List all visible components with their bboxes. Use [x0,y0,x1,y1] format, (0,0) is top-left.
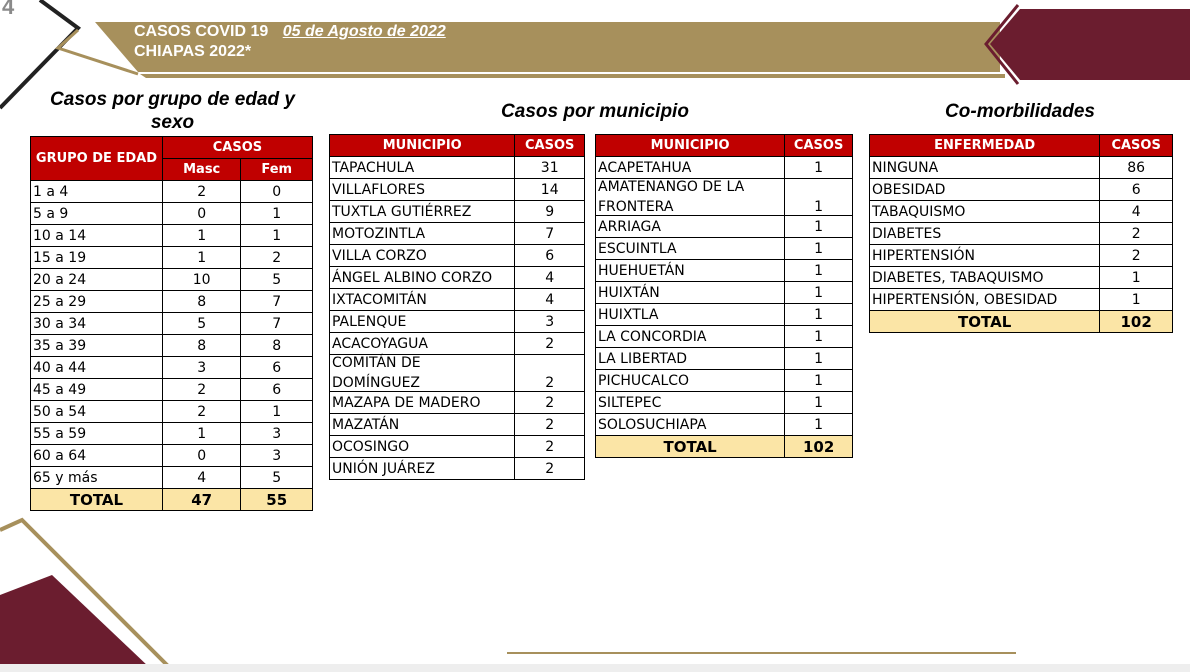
table-row [596,238,853,260]
enfermedad-cell: HIPERTENSIÓN [870,245,1100,267]
municipio-name-cell: TAPACHULA [330,157,515,179]
table-row [596,216,853,238]
municipio-name-cell: ARRIAGA [596,216,785,238]
total-label: TOTAL [596,436,785,458]
masc-cell: 1 [162,247,241,269]
municipio-name-cell: HUIXTLA [596,304,785,326]
municipio-name-cell: LA CONCORDIA [596,326,785,348]
col-header-casos: CASOS [515,135,585,157]
table-row [596,179,853,216]
casos-cell: 3 [515,311,585,333]
casos-cell: 1 [785,238,853,260]
masc-cell: 8 [162,335,241,357]
municipio-name-cell: OCOSINGO [330,436,515,458]
table-row [31,225,313,247]
table-row [330,157,585,179]
age-group-cell: 60 a 64 [31,445,163,467]
enfermedad-cell: HIPERTENSIÓN, OBESIDAD [870,289,1100,311]
table-row [330,289,585,311]
page-number: 4 [2,0,15,19]
municipio-name-cell: HUEHUETÁN [596,260,785,282]
casos-cell: 1 [785,157,853,179]
table-row [31,467,313,489]
fem-cell: 1 [241,401,313,423]
table-row [870,179,1173,201]
age-group-cell: 45 a 49 [31,379,163,401]
municipio-name-cell: MAZAPA DE MADERO [330,392,515,414]
total-masc: 47 [162,489,241,511]
casos-cell: 86 [1100,157,1173,179]
casos-cell: 2 [515,436,585,458]
enfermedad-cell: TABAQUISMO [870,201,1100,223]
municipio-name-cell-line1: COMITÁN DE [332,355,421,371]
casos-cell: 2 [515,392,585,414]
masc-cell: 5 [162,313,241,335]
total-value: 102 [1100,311,1173,333]
fem-cell: 6 [241,357,313,379]
col-header-fem: Fem [241,159,313,181]
fem-cell: 7 [241,313,313,335]
total-label: TOTAL [31,489,163,511]
municipio-name-cell: SOLOSUCHIAPA [596,414,785,436]
masc-cell: 2 [162,181,241,203]
table-row [31,401,313,423]
table-row [870,289,1173,311]
total-row [870,311,1173,333]
comorb-section-title: Co-morbilidades [945,101,1095,122]
municipio-name-cell [330,355,515,392]
col-header-municipio: MUNICIPIO [596,135,785,157]
table-row [330,245,585,267]
total-value: 102 [785,436,853,458]
table-row [870,157,1173,179]
table-row [31,423,313,445]
fem-cell: 6 [241,379,313,401]
table-row [870,201,1173,223]
masc-cell: 10 [162,269,241,291]
table-row [31,203,313,225]
table-row [330,311,585,333]
casos-cell: 1 [785,326,853,348]
age-group-cell: 30 a 34 [31,313,163,335]
table-row [31,379,313,401]
table-row [870,267,1173,289]
table-row [596,414,853,436]
table-row [330,392,585,414]
casos-cell: 31 [515,157,585,179]
age-sex-table [30,136,313,511]
table-row [596,370,853,392]
municipio-name-cell: VILLAFLORES [330,179,515,201]
municipio-name-cell: ACACOYAGUA [330,333,515,355]
fem-cell: 7 [241,291,313,313]
table-row [596,392,853,414]
table-row [330,201,585,223]
age-group-cell: 50 a 54 [31,401,163,423]
table-row [596,304,853,326]
fem-cell: 2 [241,247,313,269]
table-row [596,157,853,179]
table-row [870,245,1173,267]
header-title [134,22,446,62]
municipio-name-cell: TUXTLA GUTIÉRREZ [330,201,515,223]
table-row [330,414,585,436]
municipio-section-title: Casos por municipio [501,101,689,122]
casos-cell: 6 [515,245,585,267]
casos-cell: 4 [515,289,585,311]
table-row [31,181,313,203]
fem-cell: 3 [241,445,313,467]
table-row [31,445,313,467]
masc-cell: 3 [162,357,241,379]
table-row [330,333,585,355]
age-group-cell: 40 a 44 [31,357,163,379]
municipio-name-cell: SILTEPEC [596,392,785,414]
masc-cell: 1 [162,423,241,445]
municipio-name-cell-line2: FRONTERA [598,199,674,215]
casos-cell: 9 [515,201,585,223]
header-gold-underline [140,74,1005,78]
casos-cell: 1 [785,260,853,282]
municipio-name-cell: ÁNGEL ALBINO CORZO [330,267,515,289]
casos-cell: 2 [515,458,585,480]
table-row [31,357,313,379]
masc-cell: 2 [162,401,241,423]
fem-cell: 5 [241,467,313,489]
casos-cell: 4 [515,267,585,289]
fem-cell: 8 [241,335,313,357]
table-row [596,282,853,304]
age-group-cell: 20 a 24 [31,269,163,291]
casos-cell: 1 [785,216,853,238]
casos-cell: 2 [1100,223,1173,245]
table-row [870,223,1173,245]
casos-cell: 1 [785,392,853,414]
municipio-name-cell-line1: AMATENANGO DE LA [598,179,745,195]
municipio-name-cell: MOTOZINTLA [330,223,515,245]
comorbidities-table [869,134,1173,333]
casos-cell: 1 [785,304,853,326]
total-row [31,489,313,511]
header-title-line2: CHIAPAS 2022* [134,43,252,60]
casos-cell: 1 [785,414,853,436]
age-section-title: Casos por grupo de edad y sexo [50,89,295,133]
fem-cell: 0 [241,181,313,203]
enfermedad-cell: OBESIDAD [870,179,1100,201]
footer-gold-line [507,652,1016,654]
municipio-name-cell [596,179,785,216]
casos-cell: 1 [1100,289,1173,311]
col-header-masc: Masc [162,159,241,181]
municipio-table-left [329,134,585,480]
municipio-name-cell: ACAPETAHUA [596,157,785,179]
age-group-cell: 15 a 19 [31,247,163,269]
table-row [330,223,585,245]
casos-cell: 1 [785,370,853,392]
table-row [330,436,585,458]
col-header-municipio: MUNICIPIO [330,135,515,157]
masc-cell: 4 [162,467,241,489]
casos-cell: 2 [515,414,585,436]
age-group-cell: 10 a 14 [31,225,163,247]
casos-cell: 1 [785,282,853,304]
age-group-cell: 55 a 59 [31,423,163,445]
age-group-cell: 25 a 29 [31,291,163,313]
municipio-name-cell: VILLA CORZO [330,245,515,267]
municipio-name-cell: LA LIBERTAD [596,348,785,370]
header-date: 05 de Agosto de 2022 [282,23,446,40]
casos-cell: 2 [515,355,585,392]
table-row [330,458,585,480]
table-row [31,335,313,357]
masc-cell: 0 [162,203,241,225]
municipio-name-cell-line2: DOMÍNGUEZ [332,375,421,391]
enfermedad-cell: DIABETES [870,223,1100,245]
col-header-grupo-edad: GRUPO DE EDAD [31,137,163,181]
age-group-cell: 5 a 9 [31,203,163,225]
municipio-name-cell: UNIÓN JUÁREZ [330,458,515,480]
table-row [330,179,585,201]
casos-cell: 2 [1100,245,1173,267]
table-row [596,326,853,348]
casos-cell: 2 [515,333,585,355]
fem-cell: 3 [241,423,313,445]
total-label: TOTAL [870,311,1100,333]
age-group-cell: 65 y más [31,467,163,489]
fem-cell: 1 [241,203,313,225]
header-title-line1: CASOS COVID 19 [134,23,269,40]
table-row [31,247,313,269]
municipio-name-cell: IXTACOMITÁN [330,289,515,311]
col-header-casos: CASOS [162,137,312,159]
municipio-name-cell: PICHUCALCO [596,370,785,392]
municipio-name-cell: ESCUINTLA [596,238,785,260]
casos-cell: 4 [1100,201,1173,223]
municipio-table-right [595,134,853,458]
masc-cell: 2 [162,379,241,401]
casos-cell: 6 [1100,179,1173,201]
casos-cell: 1 [785,348,853,370]
table-row [330,267,585,289]
municipio-name-cell: HUIXTÁN [596,282,785,304]
table-row [330,355,585,392]
table-row [31,291,313,313]
table-row [596,260,853,282]
total-row [596,436,853,458]
casos-cell: 1 [785,179,853,216]
header-maroon-block [990,9,1190,80]
fem-cell: 1 [241,225,313,247]
table-row [31,269,313,291]
masc-cell: 1 [162,225,241,247]
col-header-casos: CASOS [785,135,853,157]
table-row [31,313,313,335]
col-header-casos: CASOS [1100,135,1173,157]
casos-cell: 1 [1100,267,1173,289]
corner-maroon-triangle [0,575,150,668]
fem-cell: 5 [241,269,313,291]
casos-cell: 14 [515,179,585,201]
masc-cell: 0 [162,445,241,467]
total-fem: 55 [241,489,313,511]
municipio-name-cell: MAZATÁN [330,414,515,436]
masc-cell: 8 [162,291,241,313]
bottom-strip [0,664,1190,672]
age-group-cell: 1 a 4 [31,181,163,203]
enfermedad-cell: DIABETES, TABAQUISMO [870,267,1100,289]
table-row [596,348,853,370]
municipio-name-cell: PALENQUE [330,311,515,333]
age-group-cell: 35 a 39 [31,335,163,357]
enfermedad-cell: NINGUNA [870,157,1100,179]
casos-cell: 7 [515,223,585,245]
col-header-enfermedad: ENFERMEDAD [870,135,1100,157]
